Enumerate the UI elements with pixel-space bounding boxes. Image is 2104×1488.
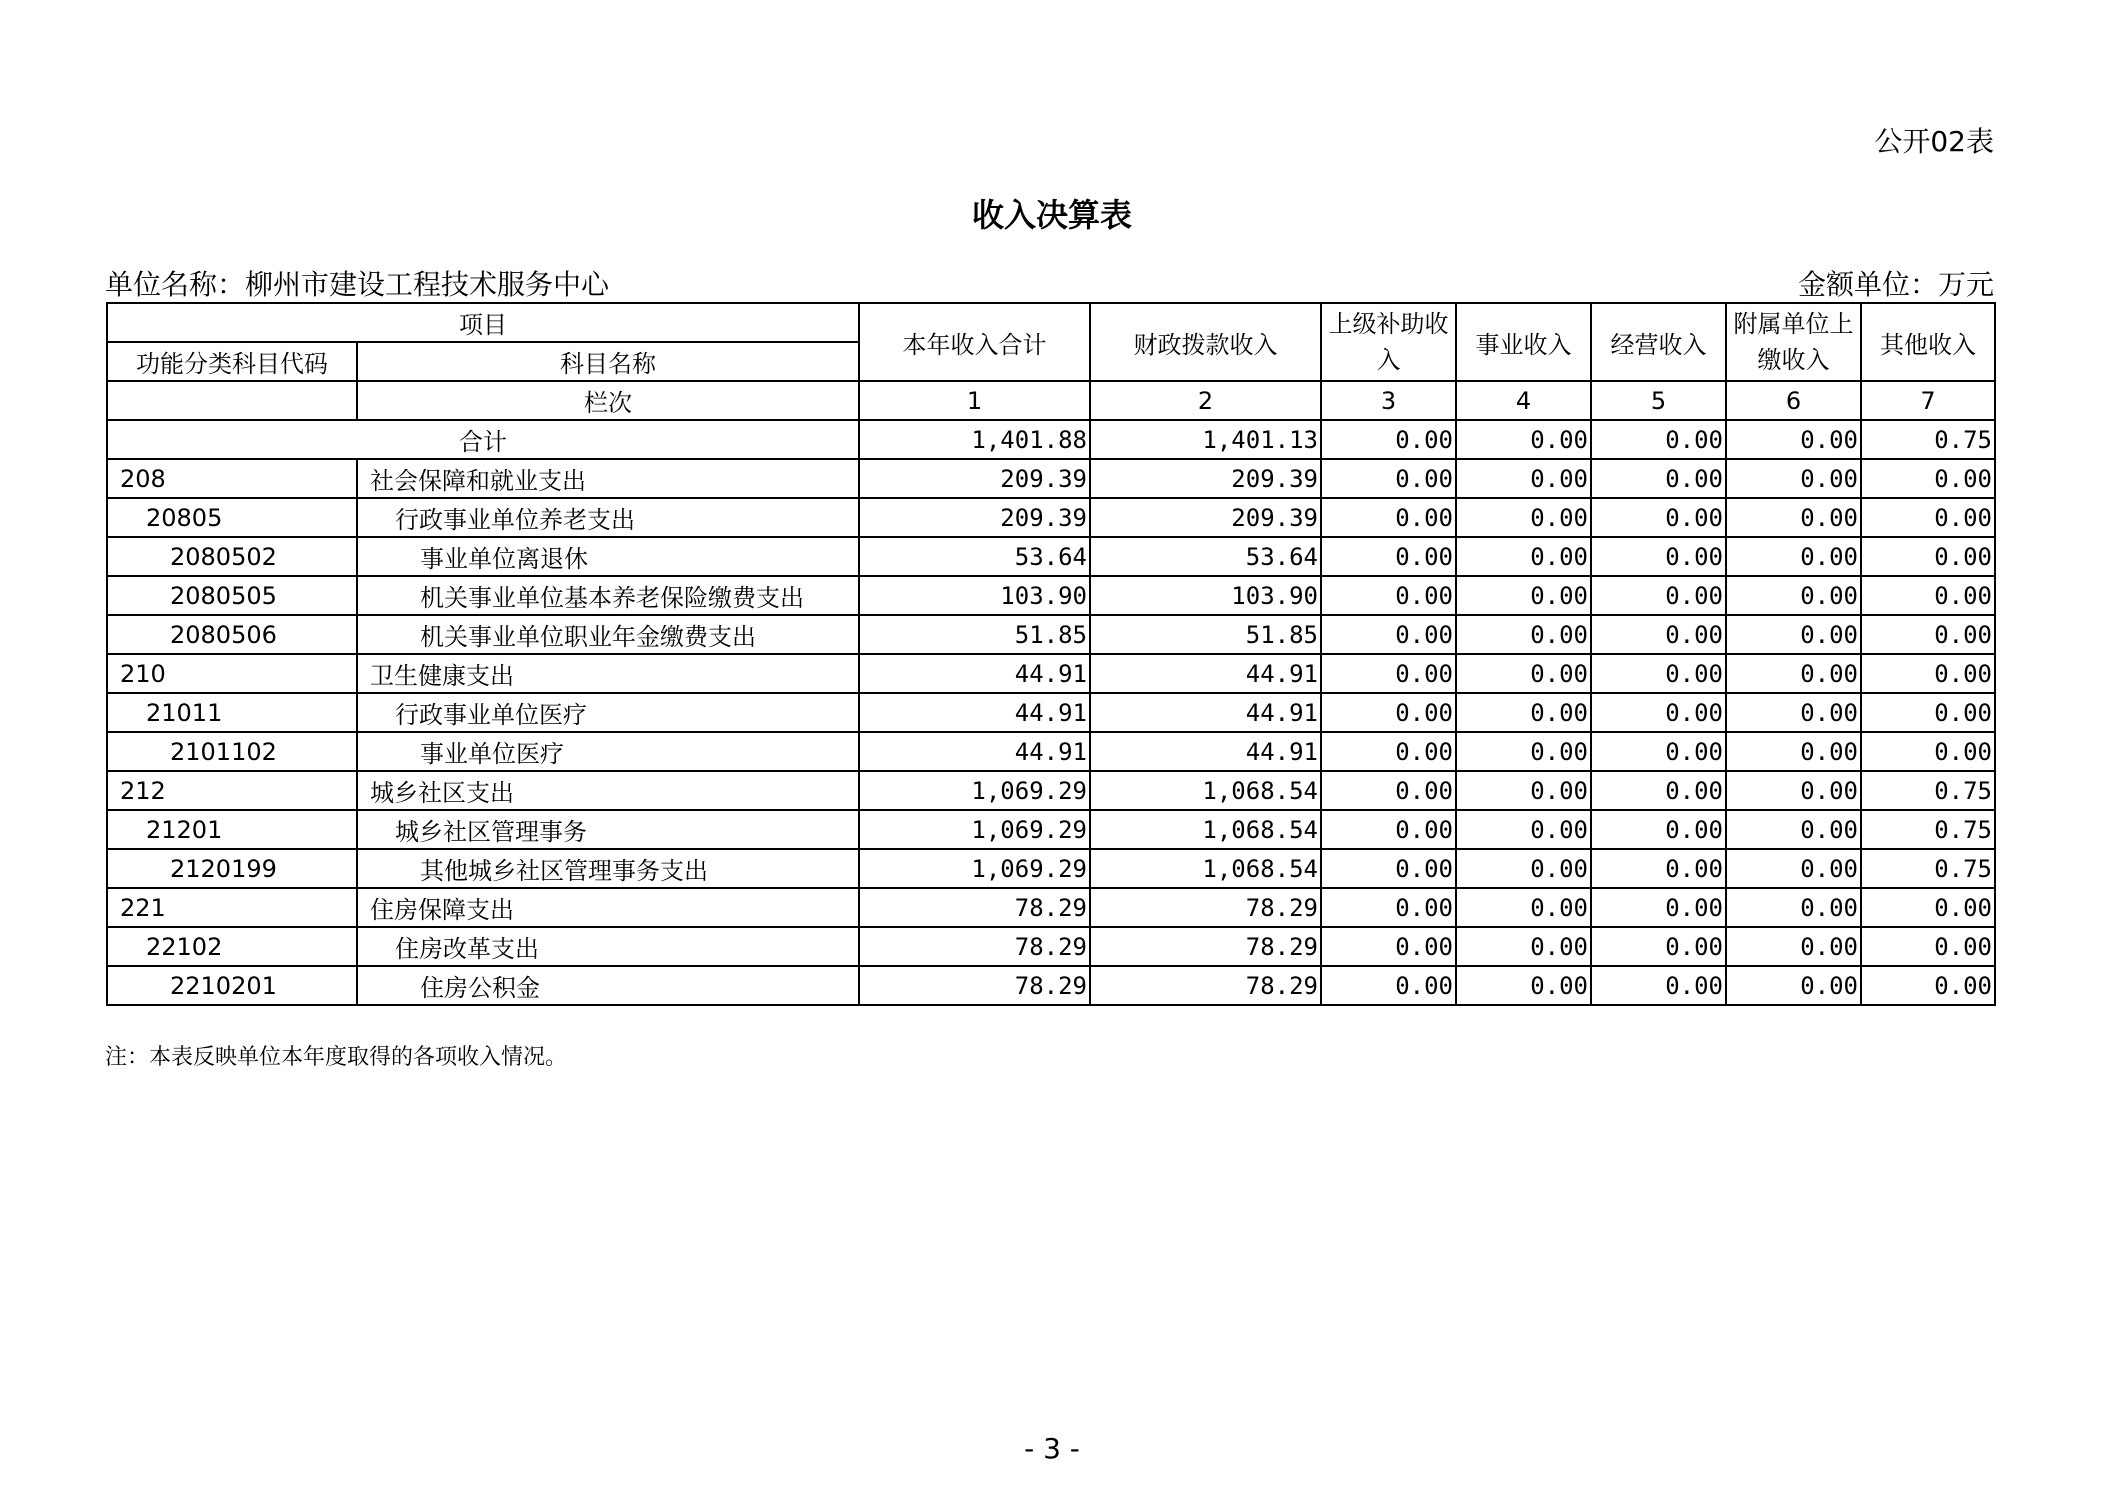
amount-cell: 103.90	[859, 576, 1090, 615]
subject-code: 2080502	[107, 537, 357, 576]
table-row	[107, 966, 1995, 1005]
header-code: 功能分类科目代码	[107, 342, 357, 381]
amount-cell: 0.00	[1591, 810, 1726, 849]
total-value: 0.00	[1321, 420, 1456, 459]
table-row	[107, 693, 1995, 732]
amount-cell: 0.00	[1321, 810, 1456, 849]
amount-cell: 1,069.29	[859, 849, 1090, 888]
header-row-1	[107, 303, 1995, 342]
subject-name: 城乡社区支出	[357, 771, 859, 810]
subject-name: 行政事业单位医疗	[357, 693, 859, 732]
amount-cell: 0.00	[1321, 927, 1456, 966]
amount-cell: 1,069.29	[859, 771, 1090, 810]
col-number-3: 3	[1321, 381, 1456, 420]
table-row	[107, 732, 1995, 771]
amount-cell: 0.00	[1861, 615, 1995, 654]
subject-code: 212	[107, 771, 357, 810]
table-row	[107, 927, 1995, 966]
amount-cell: 0.75	[1861, 771, 1995, 810]
header-item: 项目	[107, 303, 859, 342]
header-col-3: 上级补助收入	[1321, 303, 1456, 381]
subject-name: 社会保障和就业支出	[357, 459, 859, 498]
income-table	[106, 302, 1996, 1006]
table-note: 注：本表反映单位本年度取得的各项收入情况。	[105, 1045, 568, 1070]
subject-code: 22102	[107, 927, 357, 966]
amount-cell: 0.00	[1861, 966, 1995, 1005]
table-row	[107, 615, 1995, 654]
form-id: 公开02表	[1874, 125, 1994, 158]
amount-cell: 0.00	[1861, 654, 1995, 693]
amount-cell: 0.00	[1591, 615, 1726, 654]
subject-code: 2120199	[107, 849, 357, 888]
total-label: 合计	[107, 420, 859, 459]
amount-cell: 0.00	[1321, 693, 1456, 732]
subject-code: 21201	[107, 810, 357, 849]
amount-cell: 0.00	[1456, 810, 1591, 849]
amount-cell: 0.00	[1861, 537, 1995, 576]
amount-cell: 0.00	[1321, 771, 1456, 810]
header-col-6: 附属单位上缴收入	[1726, 303, 1861, 381]
amount-cell: 0.00	[1726, 732, 1861, 771]
amount-cell: 0.00	[1861, 927, 1995, 966]
amount-cell: 0.00	[1321, 615, 1456, 654]
amount-cell: 44.91	[859, 654, 1090, 693]
amount-cell: 0.00	[1726, 888, 1861, 927]
amount-cell: 0.00	[1591, 771, 1726, 810]
amount-cell: 0.00	[1861, 498, 1995, 537]
amount-cell: 209.39	[859, 459, 1090, 498]
amount-cell: 209.39	[1090, 459, 1321, 498]
amount-cell: 209.39	[1090, 498, 1321, 537]
amount-cell: 1,068.54	[1090, 849, 1321, 888]
subject-name: 机关事业单位职业年金缴费支出	[357, 615, 859, 654]
page-number: - 3 -	[1024, 1432, 1080, 1465]
amount-cell: 44.91	[859, 732, 1090, 771]
header-col-2: 财政拨款收入	[1090, 303, 1321, 381]
table-row	[107, 576, 1995, 615]
amount-cell: 78.29	[859, 888, 1090, 927]
amount-cell: 0.00	[1321, 654, 1456, 693]
amount-cell: 0.00	[1591, 888, 1726, 927]
amount-cell: 0.00	[1726, 849, 1861, 888]
amount-cell: 0.00	[1456, 576, 1591, 615]
subject-name: 卫生健康支出	[357, 654, 859, 693]
column-index-row	[107, 381, 1995, 420]
subject-code: 2101102	[107, 732, 357, 771]
total-value: 0.00	[1726, 420, 1861, 459]
amount-cell: 78.29	[1090, 888, 1321, 927]
amount-cell: 51.85	[1090, 615, 1321, 654]
page-title: 收入决算表	[971, 196, 1132, 234]
amount-cell: 0.00	[1591, 693, 1726, 732]
amount-cell: 0.00	[1456, 732, 1591, 771]
subject-code: 208	[107, 459, 357, 498]
amount-cell: 0.00	[1726, 615, 1861, 654]
amount-cell: 0.00	[1591, 966, 1726, 1005]
col-number-7: 7	[1861, 381, 1995, 420]
amount-cell: 44.91	[1090, 654, 1321, 693]
col-number-2: 2	[1090, 381, 1321, 420]
header-col-4: 事业收入	[1456, 303, 1591, 381]
amount-cell: 0.00	[1591, 498, 1726, 537]
amount-cell: 0.00	[1321, 966, 1456, 1005]
subject-code: 221	[107, 888, 357, 927]
subject-name: 机关事业单位基本养老保险缴费支出	[357, 576, 859, 615]
table-row	[107, 459, 1995, 498]
total-row	[107, 420, 1995, 459]
amount-cell: 78.29	[1090, 927, 1321, 966]
amount-cell: 0.00	[1726, 771, 1861, 810]
total-value: 1,401.88	[859, 420, 1090, 459]
header-name: 科目名称	[357, 342, 859, 381]
amount-cell: 0.00	[1321, 732, 1456, 771]
amount-cell: 0.00	[1321, 459, 1456, 498]
empty-cell	[107, 381, 357, 420]
amount-cell: 0.00	[1861, 459, 1995, 498]
amount-cell: 0.00	[1456, 498, 1591, 537]
amount-cell: 0.00	[1861, 732, 1995, 771]
amount-cell: 0.00	[1726, 927, 1861, 966]
amount-cell: 0.00	[1456, 888, 1591, 927]
amount-cell: 44.91	[1090, 693, 1321, 732]
amount-cell: 0.00	[1726, 693, 1861, 732]
amount-cell: 44.91	[1090, 732, 1321, 771]
amount-cell: 53.64	[1090, 537, 1321, 576]
amount-cell: 0.00	[1726, 654, 1861, 693]
amount-cell: 78.29	[859, 927, 1090, 966]
col-number-4: 4	[1456, 381, 1591, 420]
amount-cell: 0.00	[1321, 849, 1456, 888]
amount-cell: 209.39	[859, 498, 1090, 537]
subject-name: 事业单位离退休	[357, 537, 859, 576]
table-row	[107, 537, 1995, 576]
amount-cell: 0.00	[1321, 498, 1456, 537]
amount-cell: 0.00	[1456, 693, 1591, 732]
amount-cell: 0.00	[1456, 966, 1591, 1005]
subject-code: 20805	[107, 498, 357, 537]
amount-cell: 0.00	[1861, 888, 1995, 927]
total-value: 0.75	[1861, 420, 1995, 459]
amount-cell: 1,068.54	[1090, 771, 1321, 810]
table-row	[107, 849, 1995, 888]
amount-cell: 78.29	[859, 966, 1090, 1005]
amount-cell: 0.00	[1726, 459, 1861, 498]
amount-cell: 1,069.29	[859, 810, 1090, 849]
amount-cell: 78.29	[1090, 966, 1321, 1005]
subject-name: 行政事业单位养老支出	[357, 498, 859, 537]
header-col-1: 本年收入合计	[859, 303, 1090, 381]
amount-cell: 0.00	[1861, 576, 1995, 615]
subject-code: 2080506	[107, 615, 357, 654]
unit-name: 单位名称：柳州市建设工程技术服务中心	[105, 268, 610, 301]
amount-cell: 0.00	[1456, 459, 1591, 498]
amount-cell: 0.00	[1456, 927, 1591, 966]
amount-cell: 0.00	[1726, 966, 1861, 1005]
amount-cell: 0.75	[1861, 810, 1995, 849]
total-value: 0.00	[1456, 420, 1591, 459]
amount-cell: 0.00	[1861, 693, 1995, 732]
subject-code: 2210201	[107, 966, 357, 1005]
subject-code: 210	[107, 654, 357, 693]
amount-cell: 0.00	[1726, 810, 1861, 849]
col-number-5: 5	[1591, 381, 1726, 420]
amount-cell: 0.00	[1456, 537, 1591, 576]
amount-cell: 0.75	[1861, 849, 1995, 888]
table-row	[107, 888, 1995, 927]
subject-name: 住房公积金	[357, 966, 859, 1005]
amount-cell: 0.00	[1591, 576, 1726, 615]
header-col-7: 其他收入	[1861, 303, 1995, 381]
amount-cell: 0.00	[1591, 927, 1726, 966]
amount-cell: 0.00	[1726, 537, 1861, 576]
col-number-1: 1	[859, 381, 1090, 420]
subject-name: 住房保障支出	[357, 888, 859, 927]
amount-cell: 0.00	[1456, 771, 1591, 810]
amount-cell: 51.85	[859, 615, 1090, 654]
subject-name: 住房改革支出	[357, 927, 859, 966]
table-row	[107, 498, 1995, 537]
amount-cell: 0.00	[1321, 888, 1456, 927]
amount-cell: 0.00	[1456, 615, 1591, 654]
table-row	[107, 810, 1995, 849]
subject-name: 城乡社区管理事务	[357, 810, 859, 849]
amount-cell: 1,068.54	[1090, 810, 1321, 849]
col-index-label: 栏次	[357, 381, 859, 420]
amount-cell: 103.90	[1090, 576, 1321, 615]
subject-code: 2080505	[107, 576, 357, 615]
amount-cell: 0.00	[1321, 537, 1456, 576]
amount-cell: 53.64	[859, 537, 1090, 576]
amount-cell: 0.00	[1456, 849, 1591, 888]
amount-cell: 0.00	[1591, 537, 1726, 576]
amount-cell: 0.00	[1591, 459, 1726, 498]
total-value: 1,401.13	[1090, 420, 1321, 459]
amount-cell: 0.00	[1591, 849, 1726, 888]
amount-cell: 0.00	[1591, 732, 1726, 771]
amount-unit: 金额单位：万元	[1797, 268, 1994, 301]
subject-code: 21011	[107, 693, 357, 732]
amount-cell: 0.00	[1591, 654, 1726, 693]
subject-name: 其他城乡社区管理事务支出	[357, 849, 859, 888]
amount-cell: 0.00	[1726, 576, 1861, 615]
amount-cell: 44.91	[859, 693, 1090, 732]
subject-name: 事业单位医疗	[357, 732, 859, 771]
amount-cell: 0.00	[1321, 576, 1456, 615]
col-number-6: 6	[1726, 381, 1861, 420]
header-col-5: 经营收入	[1591, 303, 1726, 381]
table-row	[107, 654, 1995, 693]
amount-cell: 0.00	[1456, 654, 1591, 693]
total-value: 0.00	[1591, 420, 1726, 459]
table-row	[107, 771, 1995, 810]
amount-cell: 0.00	[1726, 498, 1861, 537]
